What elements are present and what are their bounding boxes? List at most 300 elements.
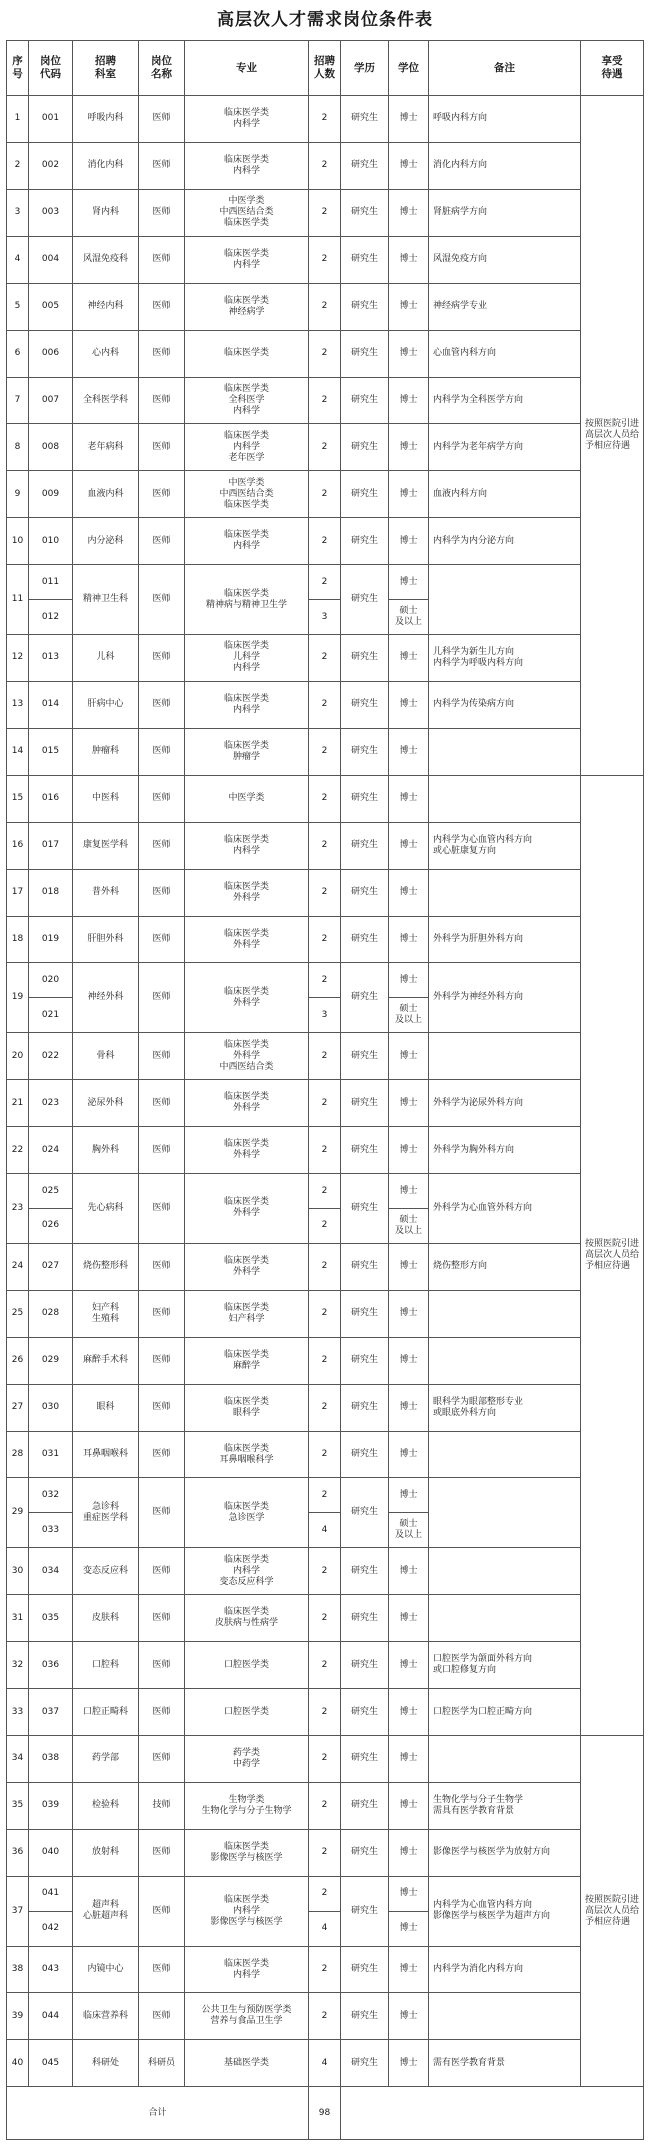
dept-cell: 精神卫生科 — [73, 565, 139, 635]
title-cell: 医师 — [139, 518, 185, 565]
seq-cell: 20 — [7, 1033, 29, 1080]
title-cell: 医师 — [139, 869, 185, 916]
major-cell: 临床医学类 内科学 — [185, 822, 309, 869]
page-title: 高层次人才需求岗位条件表 — [217, 10, 433, 30]
seq-cell: 13 — [7, 681, 29, 728]
title-cell: 医师 — [139, 1595, 185, 1642]
note-cell — [429, 728, 581, 775]
dept-cell: 内分泌科 — [73, 518, 139, 565]
code-cell: 025 — [29, 1174, 73, 1209]
dept-cell: 呼吸内科 — [73, 96, 139, 143]
title-cell: 医师 — [139, 1431, 185, 1478]
degree-cell: 博士 — [389, 424, 429, 471]
dept-cell: 肝病中心 — [73, 681, 139, 728]
dept-cell: 儿科 — [73, 635, 139, 682]
education-cell: 研究生 — [341, 1735, 389, 1782]
title-cell: 医师 — [139, 189, 185, 236]
major-cell: 临床医学类 急诊医学 — [185, 1478, 309, 1548]
total-count: 98 — [309, 2087, 341, 2140]
count-cell: 2 — [309, 775, 341, 822]
major-cell: 临床医学类 内科学 — [185, 236, 309, 283]
title-cell: 医师 — [139, 1876, 185, 1946]
note-cell — [429, 1548, 581, 1595]
education-cell: 研究生 — [341, 518, 389, 565]
count-cell: 2 — [309, 1243, 341, 1290]
count-cell: 2 — [309, 1431, 341, 1478]
title-cell: 医师 — [139, 1478, 185, 1548]
code-cell: 028 — [29, 1290, 73, 1337]
header-benefit: 享受 待遇 — [581, 41, 644, 96]
table-row — [7, 963, 644, 998]
count-cell: 2 — [309, 1174, 341, 1209]
code-cell: 034 — [29, 1548, 73, 1595]
dept-cell: 药学部 — [73, 1735, 139, 1782]
dept-cell: 麻醉手术科 — [73, 1337, 139, 1384]
header-note: 备注 — [429, 41, 581, 96]
count-cell: 2 — [309, 283, 341, 330]
dept-cell: 妇产科 生殖科 — [73, 1290, 139, 1337]
table-row — [7, 869, 644, 916]
title-cell: 医师 — [139, 775, 185, 822]
seq-cell: 2 — [7, 142, 29, 189]
note-cell: 消化内科方向 — [429, 142, 581, 189]
education-cell: 研究生 — [341, 728, 389, 775]
major-cell: 临床医学类 外科学 — [185, 916, 309, 963]
code-cell: 038 — [29, 1735, 73, 1782]
table-row — [7, 1174, 644, 1209]
count-cell: 2 — [309, 565, 341, 600]
code-cell: 044 — [29, 1993, 73, 2040]
title-cell: 医师 — [139, 1033, 185, 1080]
degree-cell: 博士 — [389, 1595, 429, 1642]
education-cell: 研究生 — [341, 1337, 389, 1384]
table-row — [7, 1033, 644, 1080]
degree-cell: 博士 — [389, 681, 429, 728]
degree-cell: 博士 — [389, 1876, 429, 1911]
count-cell: 2 — [309, 728, 341, 775]
major-cell: 临床医学类 皮肤病与性病学 — [185, 1595, 309, 1642]
note-cell — [429, 1993, 581, 2040]
note-cell: 内科学为老年病学方向 — [429, 424, 581, 471]
header-seq: 序 号 — [7, 41, 29, 96]
table-row — [7, 1876, 644, 1911]
total-row — [7, 2087, 644, 2140]
table-row — [7, 1642, 644, 1689]
seq-cell: 34 — [7, 1735, 29, 1782]
count-cell: 2 — [309, 330, 341, 377]
code-cell: 001 — [29, 96, 73, 143]
code-cell: 029 — [29, 1337, 73, 1384]
title-cell: 医师 — [139, 1384, 185, 1431]
note-cell: 儿科学为新生儿方向 内科学为呼吸内科方向 — [429, 635, 581, 682]
dept-cell: 口腔正畸科 — [73, 1689, 139, 1736]
seq-cell: 37 — [7, 1876, 29, 1946]
education-cell: 研究生 — [341, 96, 389, 143]
seq-cell: 5 — [7, 283, 29, 330]
count-cell: 2 — [309, 635, 341, 682]
title-cell: 医师 — [139, 330, 185, 377]
dept-cell: 变态反应科 — [73, 1548, 139, 1595]
education-cell: 研究生 — [341, 1243, 389, 1290]
dept-cell: 泌尿外科 — [73, 1080, 139, 1127]
major-cell: 临床医学类 内科学 — [185, 1946, 309, 1993]
title-cell: 医师 — [139, 1735, 185, 1782]
education-cell: 研究生 — [341, 1127, 389, 1174]
table-row — [7, 1993, 644, 2040]
count-cell: 2 — [309, 1876, 341, 1911]
education-cell: 研究生 — [341, 1384, 389, 1431]
note-cell — [429, 1337, 581, 1384]
code-cell: 017 — [29, 822, 73, 869]
major-cell: 中医学类 中西医结合类 临床医学类 — [185, 471, 309, 518]
degree-cell: 硕士 及以上 — [389, 1513, 429, 1548]
table-row — [7, 1782, 644, 1829]
note-cell — [429, 1033, 581, 1080]
count-cell: 2 — [309, 1735, 341, 1782]
seq-cell: 29 — [7, 1478, 29, 1548]
seq-cell: 33 — [7, 1689, 29, 1736]
degree-cell: 博士 — [389, 1127, 429, 1174]
degree-cell: 博士 — [389, 963, 429, 998]
code-cell: 024 — [29, 1127, 73, 1174]
title-cell: 医师 — [139, 142, 185, 189]
seq-cell: 39 — [7, 1993, 29, 2040]
degree-cell: 博士 — [389, 565, 429, 600]
education-cell: 研究生 — [341, 189, 389, 236]
education-cell: 研究生 — [341, 635, 389, 682]
degree-cell: 博士 — [389, 1080, 429, 1127]
education-cell: 研究生 — [341, 681, 389, 728]
title-cell: 技师 — [139, 1782, 185, 1829]
header-education: 学历 — [341, 41, 389, 96]
major-cell: 临床医学类 麻醉学 — [185, 1337, 309, 1384]
code-cell: 013 — [29, 635, 73, 682]
count-cell: 2 — [309, 1548, 341, 1595]
code-cell: 003 — [29, 189, 73, 236]
education-cell: 研究生 — [341, 869, 389, 916]
degree-cell: 博士 — [389, 1993, 429, 2040]
education-cell: 研究生 — [341, 1642, 389, 1689]
education-cell: 研究生 — [341, 330, 389, 377]
title-cell: 医师 — [139, 1829, 185, 1876]
major-cell: 基础医学类 — [185, 2040, 309, 2087]
major-cell: 临床医学类 内科学 — [185, 96, 309, 143]
note-cell — [429, 1431, 581, 1478]
table-row — [7, 283, 644, 330]
code-cell: 027 — [29, 1243, 73, 1290]
degree-cell: 博士 — [389, 96, 429, 143]
education-cell: 研究生 — [341, 1689, 389, 1736]
position-requirements-table — [6, 40, 644, 2140]
education-cell: 研究生 — [341, 1993, 389, 2040]
dept-cell: 风湿免疫科 — [73, 236, 139, 283]
code-cell: 022 — [29, 1033, 73, 1080]
education-cell: 研究生 — [341, 1595, 389, 1642]
major-cell: 药学类 中药学 — [185, 1735, 309, 1782]
note-cell: 内科学为心血管内科方向 或心脏康复方向 — [429, 822, 581, 869]
dept-cell: 胸外科 — [73, 1127, 139, 1174]
dept-cell: 皮肤科 — [73, 1595, 139, 1642]
degree-cell: 硕士 及以上 — [389, 1208, 429, 1243]
count-cell: 2 — [309, 1033, 341, 1080]
table-row — [7, 142, 644, 189]
seq-cell: 18 — [7, 916, 29, 963]
note-cell — [429, 1735, 581, 1782]
major-cell: 临床医学类 外科学 — [185, 1080, 309, 1127]
education-cell: 研究生 — [341, 1829, 389, 1876]
degree-cell: 博士 — [389, 1782, 429, 1829]
note-cell: 内科学为内分泌方向 — [429, 518, 581, 565]
count-cell: 2 — [309, 377, 341, 424]
count-cell: 2 — [309, 1080, 341, 1127]
major-cell: 临床医学类 外科学 — [185, 1127, 309, 1174]
title-cell: 医师 — [139, 963, 185, 1033]
count-cell: 2 — [309, 1642, 341, 1689]
title-cell: 医师 — [139, 471, 185, 518]
table-row — [7, 377, 644, 424]
degree-cell: 博士 — [389, 1033, 429, 1080]
code-cell: 015 — [29, 728, 73, 775]
code-cell: 012 — [29, 600, 73, 635]
degree-cell: 博士 — [389, 283, 429, 330]
education-cell: 研究生 — [341, 1548, 389, 1595]
note-cell: 内科学为消化内科方向 — [429, 1946, 581, 1993]
title-cell: 医师 — [139, 1689, 185, 1736]
table-row — [7, 1080, 644, 1127]
title-cell: 医师 — [139, 1290, 185, 1337]
title-cell: 医师 — [139, 565, 185, 635]
table-row — [7, 330, 644, 377]
title-cell: 医师 — [139, 1642, 185, 1689]
note-cell: 血液内科方向 — [429, 471, 581, 518]
count-cell: 2 — [309, 1946, 341, 1993]
degree-cell: 博士 — [389, 518, 429, 565]
education-cell: 研究生 — [341, 236, 389, 283]
degree-cell: 博士 — [389, 728, 429, 775]
note-cell — [429, 1290, 581, 1337]
dept-cell: 全科医学科 — [73, 377, 139, 424]
education-cell: 研究生 — [341, 822, 389, 869]
note-cell: 口腔医学为口腔正畸方向 — [429, 1689, 581, 1736]
degree-cell: 博士 — [389, 1689, 429, 1736]
code-cell: 016 — [29, 775, 73, 822]
note-cell — [429, 1478, 581, 1548]
major-cell: 临床医学类 内科学 — [185, 142, 309, 189]
degree-cell: 博士 — [389, 635, 429, 682]
degree-cell: 博士 — [389, 189, 429, 236]
title-cell: 医师 — [139, 635, 185, 682]
note-cell — [429, 775, 581, 822]
table-row — [7, 635, 644, 682]
code-cell: 037 — [29, 1689, 73, 1736]
count-cell: 2 — [309, 1478, 341, 1513]
dept-cell: 先心病科 — [73, 1174, 139, 1244]
dept-cell: 科研处 — [73, 2040, 139, 2087]
education-cell: 研究生 — [341, 424, 389, 471]
note-cell — [429, 565, 581, 635]
education-cell: 研究生 — [341, 2040, 389, 2087]
title-cell: 医师 — [139, 236, 185, 283]
count-cell: 2 — [309, 142, 341, 189]
degree-cell: 博士 — [389, 869, 429, 916]
degree-cell: 博士 — [389, 822, 429, 869]
education-cell: 研究生 — [341, 1080, 389, 1127]
dept-cell: 眼科 — [73, 1384, 139, 1431]
major-cell: 口腔医学类 — [185, 1689, 309, 1736]
major-cell: 口腔医学类 — [185, 1642, 309, 1689]
dept-cell: 耳鼻咽喉科 — [73, 1431, 139, 1478]
table-row — [7, 1431, 644, 1478]
table-row — [7, 96, 644, 143]
note-cell: 心血管内科方向 — [429, 330, 581, 377]
header-major: 专业 — [185, 41, 309, 96]
seq-cell: 36 — [7, 1829, 29, 1876]
table-row — [7, 775, 644, 822]
degree-cell: 博士 — [389, 1384, 429, 1431]
seq-cell: 30 — [7, 1548, 29, 1595]
count-cell: 2 — [309, 236, 341, 283]
count-cell: 2 — [309, 1993, 341, 2040]
title-cell: 医师 — [139, 1080, 185, 1127]
dept-cell: 烧伤整形科 — [73, 1243, 139, 1290]
count-cell: 2 — [309, 681, 341, 728]
count-cell: 2 — [309, 1829, 341, 1876]
degree-cell: 博士 — [389, 1548, 429, 1595]
degree-cell: 博士 — [389, 471, 429, 518]
note-cell: 外科学为泌尿外科方向 — [429, 1080, 581, 1127]
title-cell: 医师 — [139, 916, 185, 963]
major-cell: 临床医学类 外科学 — [185, 1243, 309, 1290]
dept-cell: 急诊科 重症医学科 — [73, 1478, 139, 1548]
major-cell: 公共卫生与预防医学类 营养与食品卫生学 — [185, 1993, 309, 2040]
count-cell: 4 — [309, 1911, 341, 1946]
table-row — [7, 1548, 644, 1595]
degree-cell: 博士 — [389, 1243, 429, 1290]
code-cell: 035 — [29, 1595, 73, 1642]
note-cell: 口腔医学为颌面外科方向 或口腔修复方向 — [429, 1642, 581, 1689]
education-cell: 研究生 — [341, 283, 389, 330]
dept-cell: 超声科 心脏超声科 — [73, 1876, 139, 1946]
major-cell: 临床医学类 内科学 — [185, 681, 309, 728]
table-row — [7, 681, 644, 728]
title-cell: 医师 — [139, 1174, 185, 1244]
seq-cell: 6 — [7, 330, 29, 377]
title-cell: 医师 — [139, 1993, 185, 2040]
dept-cell: 骨科 — [73, 1033, 139, 1080]
table-row — [7, 471, 644, 518]
code-cell: 039 — [29, 1782, 73, 1829]
table-row — [7, 1384, 644, 1431]
education-cell: 研究生 — [341, 1290, 389, 1337]
position-table-wrapper — [6, 40, 643, 2140]
education-cell: 研究生 — [341, 1431, 389, 1478]
table-row — [7, 1946, 644, 1993]
table-row — [7, 1243, 644, 1290]
major-cell: 临床医学类 外科学 — [185, 1174, 309, 1244]
title-cell: 医师 — [139, 1946, 185, 1993]
education-cell: 研究生 — [341, 142, 389, 189]
seq-cell: 35 — [7, 1782, 29, 1829]
table-row — [7, 1478, 644, 1513]
major-cell: 中医学类 — [185, 775, 309, 822]
title-cell: 医师 — [139, 377, 185, 424]
table-body — [7, 96, 644, 2140]
seq-cell: 31 — [7, 1595, 29, 1642]
count-cell: 2 — [309, 424, 341, 471]
education-cell: 研究生 — [341, 471, 389, 518]
count-cell: 2 — [309, 518, 341, 565]
seq-cell: 11 — [7, 565, 29, 635]
note-cell: 内科学为心血管内科方向 影像医学与核医学为超声方向 — [429, 1876, 581, 1946]
dept-cell: 中医科 — [73, 775, 139, 822]
major-cell: 临床医学类 内科学 — [185, 518, 309, 565]
note-cell: 神经病学专业 — [429, 283, 581, 330]
count-cell: 2 — [309, 1595, 341, 1642]
education-cell: 研究生 — [341, 963, 389, 1033]
code-cell: 045 — [29, 2040, 73, 2087]
table-row — [7, 518, 644, 565]
degree-cell: 博士 — [389, 1946, 429, 1993]
benefit-cell: 按照医院引进高层次人员给予相应待遇 — [581, 775, 644, 1735]
code-cell: 043 — [29, 1946, 73, 1993]
note-cell: 外科学为心血管外科方向 — [429, 1174, 581, 1244]
title-cell: 医师 — [139, 1243, 185, 1290]
degree-cell: 博士 — [389, 142, 429, 189]
count-cell: 2 — [309, 1782, 341, 1829]
dept-cell: 神经内科 — [73, 283, 139, 330]
note-cell: 外科学为胸外科方向 — [429, 1127, 581, 1174]
total-label: 合计 — [7, 2087, 309, 2140]
code-cell: 036 — [29, 1642, 73, 1689]
degree-cell: 硕士 及以上 — [389, 600, 429, 635]
count-cell: 2 — [309, 471, 341, 518]
education-cell: 研究生 — [341, 1478, 389, 1548]
dept-cell: 肝胆外科 — [73, 916, 139, 963]
note-cell: 需有医学教育背景 — [429, 2040, 581, 2087]
major-cell: 临床医学类 外科学 — [185, 963, 309, 1033]
note-cell: 肾脏病学方向 — [429, 189, 581, 236]
education-cell: 研究生 — [341, 775, 389, 822]
count-cell: 3 — [309, 600, 341, 635]
major-cell: 临床医学类 耳鼻咽喉科学 — [185, 1431, 309, 1478]
major-cell: 临床医学类 儿科学 内科学 — [185, 635, 309, 682]
degree-cell: 博士 — [389, 1290, 429, 1337]
dept-cell: 康复医学科 — [73, 822, 139, 869]
major-cell: 临床医学类 内科学 老年医学 — [185, 424, 309, 471]
note-cell — [429, 869, 581, 916]
seq-cell: 40 — [7, 2040, 29, 2087]
title-cell: 医师 — [139, 1127, 185, 1174]
degree-cell: 博士 — [389, 236, 429, 283]
count-cell: 2 — [309, 1689, 341, 1736]
table-row — [7, 565, 644, 600]
code-cell: 010 — [29, 518, 73, 565]
count-cell: 2 — [309, 916, 341, 963]
code-cell: 006 — [29, 330, 73, 377]
dept-cell: 血液内科 — [73, 471, 139, 518]
total-empty — [341, 2087, 644, 2140]
count-cell: 2 — [309, 1337, 341, 1384]
count-cell: 3 — [309, 998, 341, 1033]
note-cell: 风湿免疫方向 — [429, 236, 581, 283]
dept-cell: 检验科 — [73, 1782, 139, 1829]
education-cell: 研究生 — [341, 1782, 389, 1829]
title-cell: 科研员 — [139, 2040, 185, 2087]
count-cell: 4 — [309, 1513, 341, 1548]
dept-cell: 内镜中心 — [73, 1946, 139, 1993]
major-cell: 临床医学类 全科医学 内科学 — [185, 377, 309, 424]
note-cell: 外科学为神经外科方向 — [429, 963, 581, 1033]
